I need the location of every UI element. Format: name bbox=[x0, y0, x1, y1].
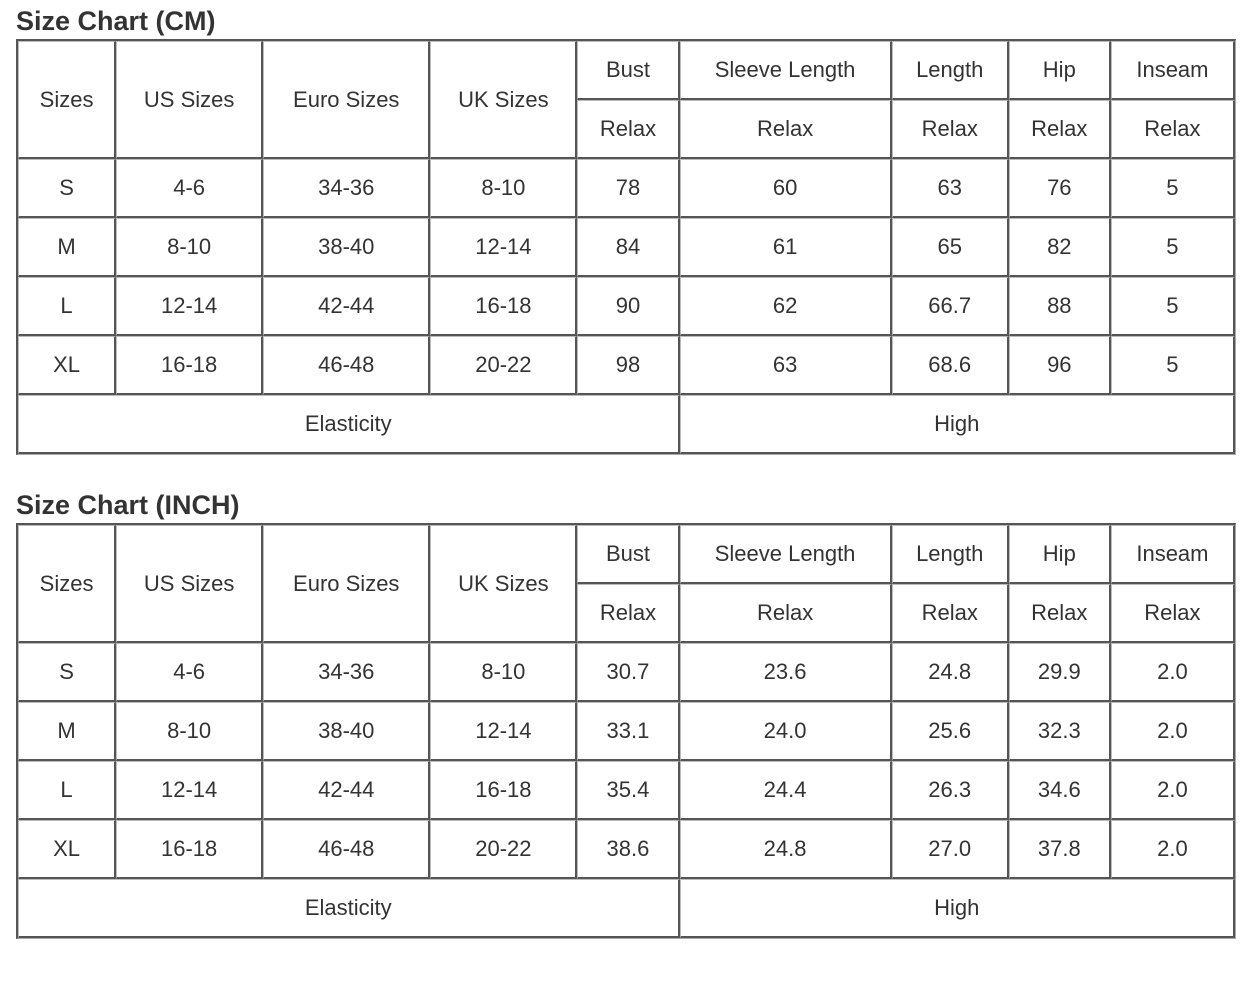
cell-euro-size: 38-40 bbox=[263, 218, 430, 277]
cell-sleeve-length: 24.8 bbox=[680, 820, 892, 879]
cell-uk-size: 16-18 bbox=[430, 277, 577, 336]
header-uk-sizes: UK Sizes bbox=[430, 525, 577, 643]
table-row bbox=[18, 277, 1235, 336]
elasticity-row bbox=[18, 395, 1235, 454]
header-uk-sizes: UK Sizes bbox=[430, 41, 577, 159]
cell-euro-size: 46-48 bbox=[263, 820, 430, 879]
subheader-sleeve-relax: Relax bbox=[680, 584, 892, 643]
cell-hip: 32.3 bbox=[1009, 702, 1111, 761]
header-sizes: Sizes bbox=[18, 41, 116, 159]
cell-size: S bbox=[18, 643, 116, 702]
cell-size: XL bbox=[18, 820, 116, 879]
cell-sleeve-length: 23.6 bbox=[680, 643, 892, 702]
size-chart-cm-body bbox=[18, 159, 1235, 395]
cell-euro-size: 42-44 bbox=[263, 761, 430, 820]
cell-us-size: 8-10 bbox=[116, 702, 263, 761]
cell-bust: 98 bbox=[577, 336, 679, 395]
cell-sleeve-length: 63 bbox=[680, 336, 892, 395]
size-chart-inch-table bbox=[16, 523, 1236, 939]
subheader-hip-relax: Relax bbox=[1009, 100, 1111, 159]
subheader-bust-relax: Relax bbox=[577, 584, 679, 643]
cell-length: 68.6 bbox=[892, 336, 1009, 395]
cell-length: 66.7 bbox=[892, 277, 1009, 336]
cell-sleeve-length: 24.4 bbox=[680, 761, 892, 820]
cell-sleeve-length: 60 bbox=[680, 159, 892, 218]
elasticity-value: High bbox=[680, 879, 1236, 938]
cell-hip: 29.9 bbox=[1009, 643, 1111, 702]
cell-inseam: 5 bbox=[1111, 159, 1235, 218]
cell-inseam: 5 bbox=[1111, 218, 1235, 277]
subheader-inseam-relax: Relax bbox=[1111, 100, 1235, 159]
cell-size: M bbox=[18, 702, 116, 761]
cell-us-size: 8-10 bbox=[116, 218, 263, 277]
cell-us-size: 4-6 bbox=[116, 643, 263, 702]
cell-length: 63 bbox=[892, 159, 1009, 218]
cell-bust: 33.1 bbox=[577, 702, 679, 761]
header-euro-sizes: Euro Sizes bbox=[263, 41, 430, 159]
header-bust: Bust bbox=[577, 41, 679, 100]
subheader-length-relax: Relax bbox=[892, 100, 1009, 159]
cell-bust: 90 bbox=[577, 277, 679, 336]
cell-inseam: 5 bbox=[1111, 277, 1235, 336]
subheader-sleeve-relax: Relax bbox=[680, 100, 892, 159]
cell-length: 65 bbox=[892, 218, 1009, 277]
table-row bbox=[18, 159, 1235, 218]
cell-uk-size: 8-10 bbox=[430, 159, 577, 218]
header-inseam: Inseam bbox=[1111, 41, 1235, 100]
size-chart-inch-title: Size Chart (INCH) bbox=[16, 490, 240, 520]
header-row bbox=[18, 525, 1235, 584]
cell-euro-size: 34-36 bbox=[263, 159, 430, 218]
table-row bbox=[18, 820, 1235, 879]
cell-bust: 38.6 bbox=[577, 820, 679, 879]
cell-length: 24.8 bbox=[892, 643, 1009, 702]
cell-us-size: 12-14 bbox=[116, 277, 263, 336]
cell-bust: 35.4 bbox=[577, 761, 679, 820]
header-sleeve-length: Sleeve Length bbox=[680, 41, 892, 100]
cell-uk-size: 20-22 bbox=[430, 336, 577, 395]
cell-length: 25.6 bbox=[892, 702, 1009, 761]
cell-euro-size: 38-40 bbox=[263, 702, 430, 761]
cell-hip: 37.8 bbox=[1009, 820, 1111, 879]
cell-us-size: 16-18 bbox=[116, 820, 263, 879]
cell-sleeve-length: 61 bbox=[680, 218, 892, 277]
elasticity-row bbox=[18, 879, 1235, 938]
header-sizes: Sizes bbox=[18, 525, 116, 643]
cell-sleeve-length: 62 bbox=[680, 277, 892, 336]
subheader-length-relax: Relax bbox=[892, 584, 1009, 643]
cell-size: L bbox=[18, 761, 116, 820]
header-us-sizes: US Sizes bbox=[116, 41, 263, 159]
subheader-bust-relax: Relax bbox=[577, 100, 679, 159]
cell-inseam: 2.0 bbox=[1111, 643, 1235, 702]
cell-uk-size: 12-14 bbox=[430, 702, 577, 761]
header-length: Length bbox=[892, 525, 1009, 584]
cell-bust: 84 bbox=[577, 218, 679, 277]
header-length: Length bbox=[892, 41, 1009, 100]
cell-hip: 96 bbox=[1009, 336, 1111, 395]
size-chart-cm-table bbox=[16, 39, 1236, 455]
cell-hip: 88 bbox=[1009, 277, 1111, 336]
cell-euro-size: 42-44 bbox=[263, 277, 430, 336]
cell-euro-size: 34-36 bbox=[263, 643, 430, 702]
cell-us-size: 4-6 bbox=[116, 159, 263, 218]
cell-uk-size: 8-10 bbox=[430, 643, 577, 702]
header-sleeve-length: Sleeve Length bbox=[680, 525, 892, 584]
table-row bbox=[18, 643, 1235, 702]
cell-length: 27.0 bbox=[892, 820, 1009, 879]
cell-length: 26.3 bbox=[892, 761, 1009, 820]
cell-hip: 76 bbox=[1009, 159, 1111, 218]
table-row bbox=[18, 218, 1235, 277]
cell-inseam: 2.0 bbox=[1111, 761, 1235, 820]
header-inseam: Inseam bbox=[1111, 525, 1235, 584]
cell-sleeve-length: 24.0 bbox=[680, 702, 892, 761]
table-row bbox=[18, 702, 1235, 761]
cell-inseam: 2.0 bbox=[1111, 820, 1235, 879]
elasticity-label: Elasticity bbox=[18, 879, 680, 938]
cell-hip: 34.6 bbox=[1009, 761, 1111, 820]
cell-uk-size: 20-22 bbox=[430, 820, 577, 879]
table-row bbox=[18, 761, 1235, 820]
header-bust: Bust bbox=[577, 525, 679, 584]
header-hip: Hip bbox=[1009, 41, 1111, 100]
cell-size: XL bbox=[18, 336, 116, 395]
cell-uk-size: 16-18 bbox=[430, 761, 577, 820]
cell-inseam: 5 bbox=[1111, 336, 1235, 395]
cell-bust: 78 bbox=[577, 159, 679, 218]
subheader-hip-relax: Relax bbox=[1009, 584, 1111, 643]
cell-euro-size: 46-48 bbox=[263, 336, 430, 395]
cell-us-size: 16-18 bbox=[116, 336, 263, 395]
size-chart-cm-title: Size Chart (CM) bbox=[16, 6, 216, 36]
header-hip: Hip bbox=[1009, 525, 1111, 584]
table-row bbox=[18, 336, 1235, 395]
cell-uk-size: 12-14 bbox=[430, 218, 577, 277]
cell-size: S bbox=[18, 159, 116, 218]
cell-hip: 82 bbox=[1009, 218, 1111, 277]
cell-inseam: 2.0 bbox=[1111, 702, 1235, 761]
cell-us-size: 12-14 bbox=[116, 761, 263, 820]
elasticity-value: High bbox=[680, 395, 1236, 454]
elasticity-label: Elasticity bbox=[18, 395, 680, 454]
subheader-inseam-relax: Relax bbox=[1111, 584, 1235, 643]
cell-size: M bbox=[18, 218, 116, 277]
header-euro-sizes: Euro Sizes bbox=[263, 525, 430, 643]
header-us-sizes: US Sizes bbox=[116, 525, 263, 643]
cell-bust: 30.7 bbox=[577, 643, 679, 702]
header-row bbox=[18, 41, 1235, 100]
size-chart-inch-body bbox=[18, 643, 1235, 879]
cell-size: L bbox=[18, 277, 116, 336]
